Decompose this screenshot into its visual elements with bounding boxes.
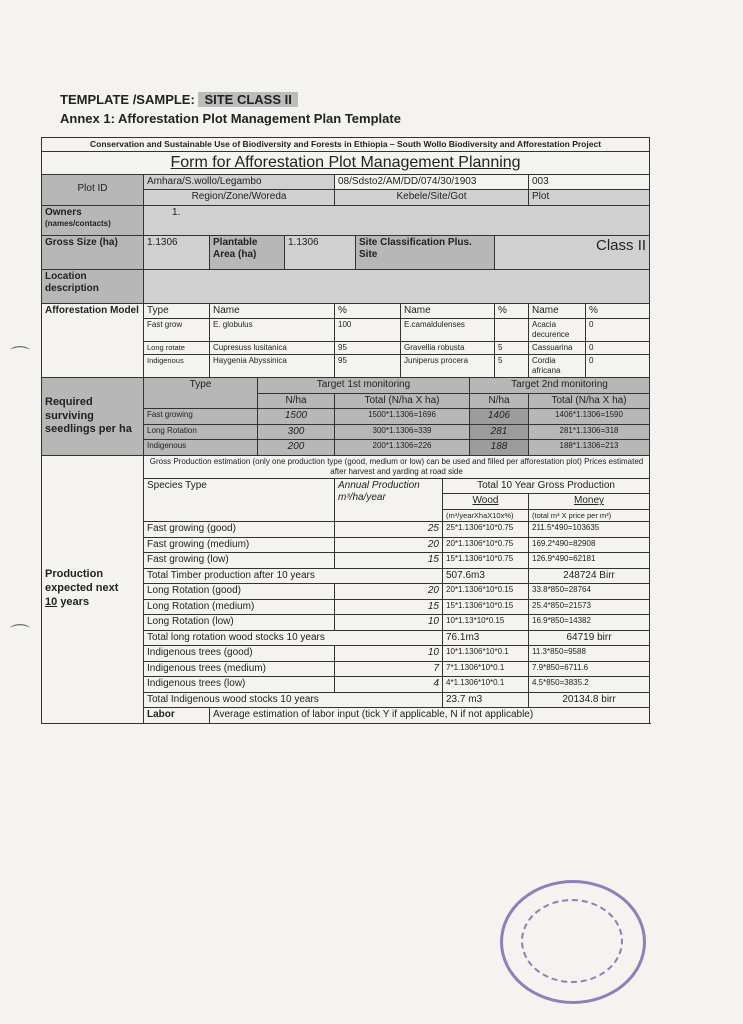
production-label-line3 [45, 596, 140, 610]
model-header-pct-1: % [335, 303, 401, 319]
total-10yr-header: Total 10 Year Gross Production [443, 478, 650, 494]
nha-header: N/ha [470, 393, 529, 409]
template-heading [60, 92, 298, 107]
model-header-name-3: Name [529, 303, 586, 319]
region-label: Region/Zone/Woreda [144, 190, 335, 206]
seedlings-type: Fast growing [144, 409, 258, 425]
seedlings-nha-2[interactable]: 281 [470, 424, 529, 440]
model-type: Long rotate [144, 342, 210, 355]
form-title-row [42, 151, 650, 174]
production-money[interactable]: 11.3*850=9588 [529, 646, 650, 662]
model-percent: 0 [586, 342, 650, 355]
location-value[interactable] [144, 269, 650, 303]
model-percent: 5 [495, 342, 529, 355]
production-species: Indigenous trees (good) [144, 646, 335, 662]
labor-text: Average estimation of labor input (tick Y if applicable, N if not applicable) [210, 708, 650, 724]
seedlings-total-2[interactable]: 188*1.1306=213 [529, 440, 650, 456]
plantable-area-value[interactable]: 1.1306 [285, 235, 356, 269]
seedlings-total-2[interactable]: 281*1.1306=318 [529, 424, 650, 440]
model-percent: 5 [495, 355, 529, 378]
seedlings-nha-2[interactable]: 1406 [470, 409, 529, 425]
production-wood[interactable]: 4*1.1306*10*0.1 [443, 677, 529, 693]
production-years-number: 10 [45, 595, 58, 608]
region-value[interactable]: Amhara/S.wollo/Legambo [144, 174, 335, 190]
project-title: Conservation and Sustainable Use of Biodiversity and Forests in Ethiopia – South Wollo Biodiversity and Afforestation Project [42, 138, 650, 152]
owners-title: Owners [45, 206, 82, 218]
production-wood[interactable]: 7*1.1306*10*0.1 [443, 661, 529, 677]
production-note-row [42, 455, 650, 478]
stamp-inner-ring [521, 899, 623, 983]
seedlings-type-header: Type [144, 378, 258, 409]
seedlings-nha-1[interactable]: 300 [258, 424, 335, 440]
production-annual[interactable]: 4 [335, 677, 443, 693]
official-stamp-icon [500, 880, 646, 1004]
seedlings-type: Indigenous [144, 440, 258, 456]
seedlings-nha-1[interactable]: 200 [258, 440, 335, 456]
production-total-label: Total Indigenous wood stocks 10 years [144, 692, 443, 708]
production-total-label: Total Timber production after 10 years [144, 568, 443, 584]
production-label [42, 455, 144, 723]
total-header: Total (N/ha X ha) [335, 393, 470, 409]
production-wood[interactable]: 10*1.13*10*0.15 [443, 615, 529, 631]
production-annual[interactable]: 15 [335, 553, 443, 569]
production-total-money[interactable]: 64719 birr [529, 630, 650, 646]
production-annual[interactable]: 7 [335, 661, 443, 677]
plot-value[interactable]: 003 [529, 174, 650, 190]
owners-label [42, 205, 144, 235]
production-species: Long Rotation (good) [144, 584, 335, 600]
species-type-header: Species Type [144, 478, 335, 521]
production-species: Indigenous trees (medium) [144, 661, 335, 677]
model-species: Cordia africana [529, 355, 586, 378]
model-species: Gravellia robusta [401, 342, 495, 355]
production-annual[interactable]: 20 [335, 584, 443, 600]
model-species: Cassuarina [529, 342, 586, 355]
seedlings-header-row [42, 378, 650, 394]
production-species: Fast growing (good) [144, 522, 335, 538]
wood-formula: (m³/yearXhaX10x%) [443, 509, 529, 521]
template-label: TEMPLATE /SAMPLE: [60, 92, 195, 107]
model-species: Acacia decurence [529, 319, 586, 342]
model-type: Fast grow [144, 319, 210, 342]
hole-punch-mark-icon: ⌒ [10, 624, 30, 646]
target-1-header: Target 1st monitoring [258, 378, 470, 394]
production-money[interactable]: 25.4*850=21573 [529, 599, 650, 615]
model-header-name-2: Name [401, 303, 495, 319]
production-species: Long Rotation (low) [144, 615, 335, 631]
production-total-wood[interactable]: 507.6m3 [443, 568, 529, 584]
annex-title: Annex 1: Afforestation Plot Management Plan Template [60, 111, 401, 126]
labor-label: Labor [144, 708, 210, 724]
production-annual[interactable]: 25 [335, 522, 443, 538]
production-years-text: years [60, 595, 90, 608]
model-percent: 0 [586, 319, 650, 342]
model-header-name-1: Name [210, 303, 335, 319]
production-wood[interactable]: 25*1.1306*10*0.75 [443, 522, 529, 538]
plot-management-form [41, 137, 650, 724]
production-annual[interactable]: 20 [335, 537, 443, 553]
production-money[interactable]: 211.5*490=103635 [529, 522, 650, 538]
model-header-pct-3: % [586, 303, 650, 319]
production-money[interactable]: 169.2*490=82908 [529, 537, 650, 553]
project-title-row [42, 138, 650, 152]
annual-production-header: Annual Production m³/ha/year [335, 478, 443, 521]
production-label-line1: Production [45, 568, 104, 581]
site-class-highlight: SITE CLASS II [198, 92, 297, 107]
production-annual[interactable]: 10 [335, 646, 443, 662]
plot-label: Plot [529, 190, 650, 206]
production-wood[interactable]: 20*1.1306*10*0.75 [443, 537, 529, 553]
plot-id-row [42, 174, 650, 190]
production-wood[interactable]: 15*1.1306*10*0.15 [443, 599, 529, 615]
seedlings-total-1[interactable]: 200*1.1306=226 [335, 440, 470, 456]
model-percent: 95 [335, 342, 401, 355]
production-wood[interactable]: 10*1.1306*10*0.1 [443, 646, 529, 662]
production-money[interactable]: 7.9*850=6711.6 [529, 661, 650, 677]
production-wood[interactable]: 20*1.1306*10*0.15 [443, 584, 529, 600]
total-header: Total (N/ha X ha) [529, 393, 650, 409]
model-percent: 100 [335, 319, 401, 342]
production-species: Indigenous trees (low) [144, 677, 335, 693]
model-header-row [42, 303, 650, 319]
model-species: E. globulus [210, 319, 335, 342]
model-percent: 0 [586, 355, 650, 378]
owners-row [42, 205, 650, 235]
model-species: Juniperus procera [401, 355, 495, 378]
production-note: Gross Production estimation (only one production type (good, medium or low) can be used and filled per afforestation plot) Prices estimated after harvest and yarding at road side [144, 455, 650, 478]
kebele-value[interactable]: 08/Sdsto2/AM/DD/074/30/1903 [335, 174, 529, 190]
site-classification-value[interactable]: Class II [495, 235, 650, 269]
owners-sublabel: (names/contacts) [45, 219, 111, 229]
production-money[interactable]: 33.8*850=28764 [529, 584, 650, 600]
production-total-wood[interactable]: 76.1m3 [443, 630, 529, 646]
production-total-money[interactable]: 248724 Birr [529, 568, 650, 584]
seedlings-nha-2[interactable]: 188 [470, 440, 529, 456]
gross-size-row [42, 235, 650, 269]
production-species: Fast growing (low) [144, 553, 335, 569]
gross-size-label: Gross Size (ha) [42, 235, 144, 269]
production-money[interactable]: 4.5*850=3835.2 [529, 677, 650, 693]
seedlings-type: Long Rotation [144, 424, 258, 440]
seedlings-total-1[interactable]: 300*1.1306=339 [335, 424, 470, 440]
model-type: Indigenous [144, 355, 210, 378]
model-species: E.camaldulenses [401, 319, 495, 342]
production-total-money[interactable]: 20134.8 birr [529, 692, 650, 708]
money-formula: (total m³ X price per m³) [529, 509, 650, 521]
form-title: Form for Afforestation Plot Management Planning [42, 151, 650, 174]
production-annual[interactable]: 10 [335, 615, 443, 631]
model-percent [495, 319, 529, 342]
kebele-label: Kebele/Site/Got [335, 190, 529, 206]
production-wood[interactable]: 15*1.1306*10*0.75 [443, 553, 529, 569]
model-header-type: Type [144, 303, 210, 319]
owners-value[interactable]: 1. [144, 205, 650, 235]
production-annual[interactable]: 15 [335, 599, 443, 615]
production-money[interactable]: 126.9*490=62181 [529, 553, 650, 569]
location-row [42, 269, 650, 303]
model-header-pct-2: % [495, 303, 529, 319]
site-classification-label: Site Classification Plus. Site [356, 235, 495, 269]
wood-header: Wood [443, 494, 529, 510]
production-species: Fast growing (medium) [144, 537, 335, 553]
target-2-header: Target 2nd monitoring [470, 378, 650, 394]
production-money[interactable]: 16.9*850=14382 [529, 615, 650, 631]
model-species: Haygenia Abyssinica [210, 355, 335, 378]
nha-header: N/ha [258, 393, 335, 409]
seedlings-total-2[interactable]: 1406*1.1306=1590 [529, 409, 650, 425]
seedlings-label: Required surviving seedlings per ha [42, 378, 144, 456]
plantable-area-label: Plantable Area (ha) [210, 235, 285, 269]
money-header: Money [529, 494, 650, 510]
production-total-wood[interactable]: 23.7 m3 [443, 692, 529, 708]
model-species: Cupresuss lusitanica [210, 342, 335, 355]
location-label: Location description [42, 269, 144, 303]
plot-id-label: Plot ID [42, 174, 144, 205]
production-total-label: Total long rotation wood stocks 10 years [144, 630, 443, 646]
hole-punch-mark-icon: ⌒ [10, 346, 30, 368]
afforestation-model-label: Afforestation Model [42, 303, 144, 378]
production-species: Long Rotation (medium) [144, 599, 335, 615]
production-label-line2: expected next [45, 582, 119, 595]
seedlings-total-1[interactable]: 1500*1.1306=1696 [335, 409, 470, 425]
gross-size-value[interactable]: 1.1306 [144, 235, 210, 269]
seedlings-nha-1[interactable]: 1500 [258, 409, 335, 425]
model-percent: 95 [335, 355, 401, 378]
